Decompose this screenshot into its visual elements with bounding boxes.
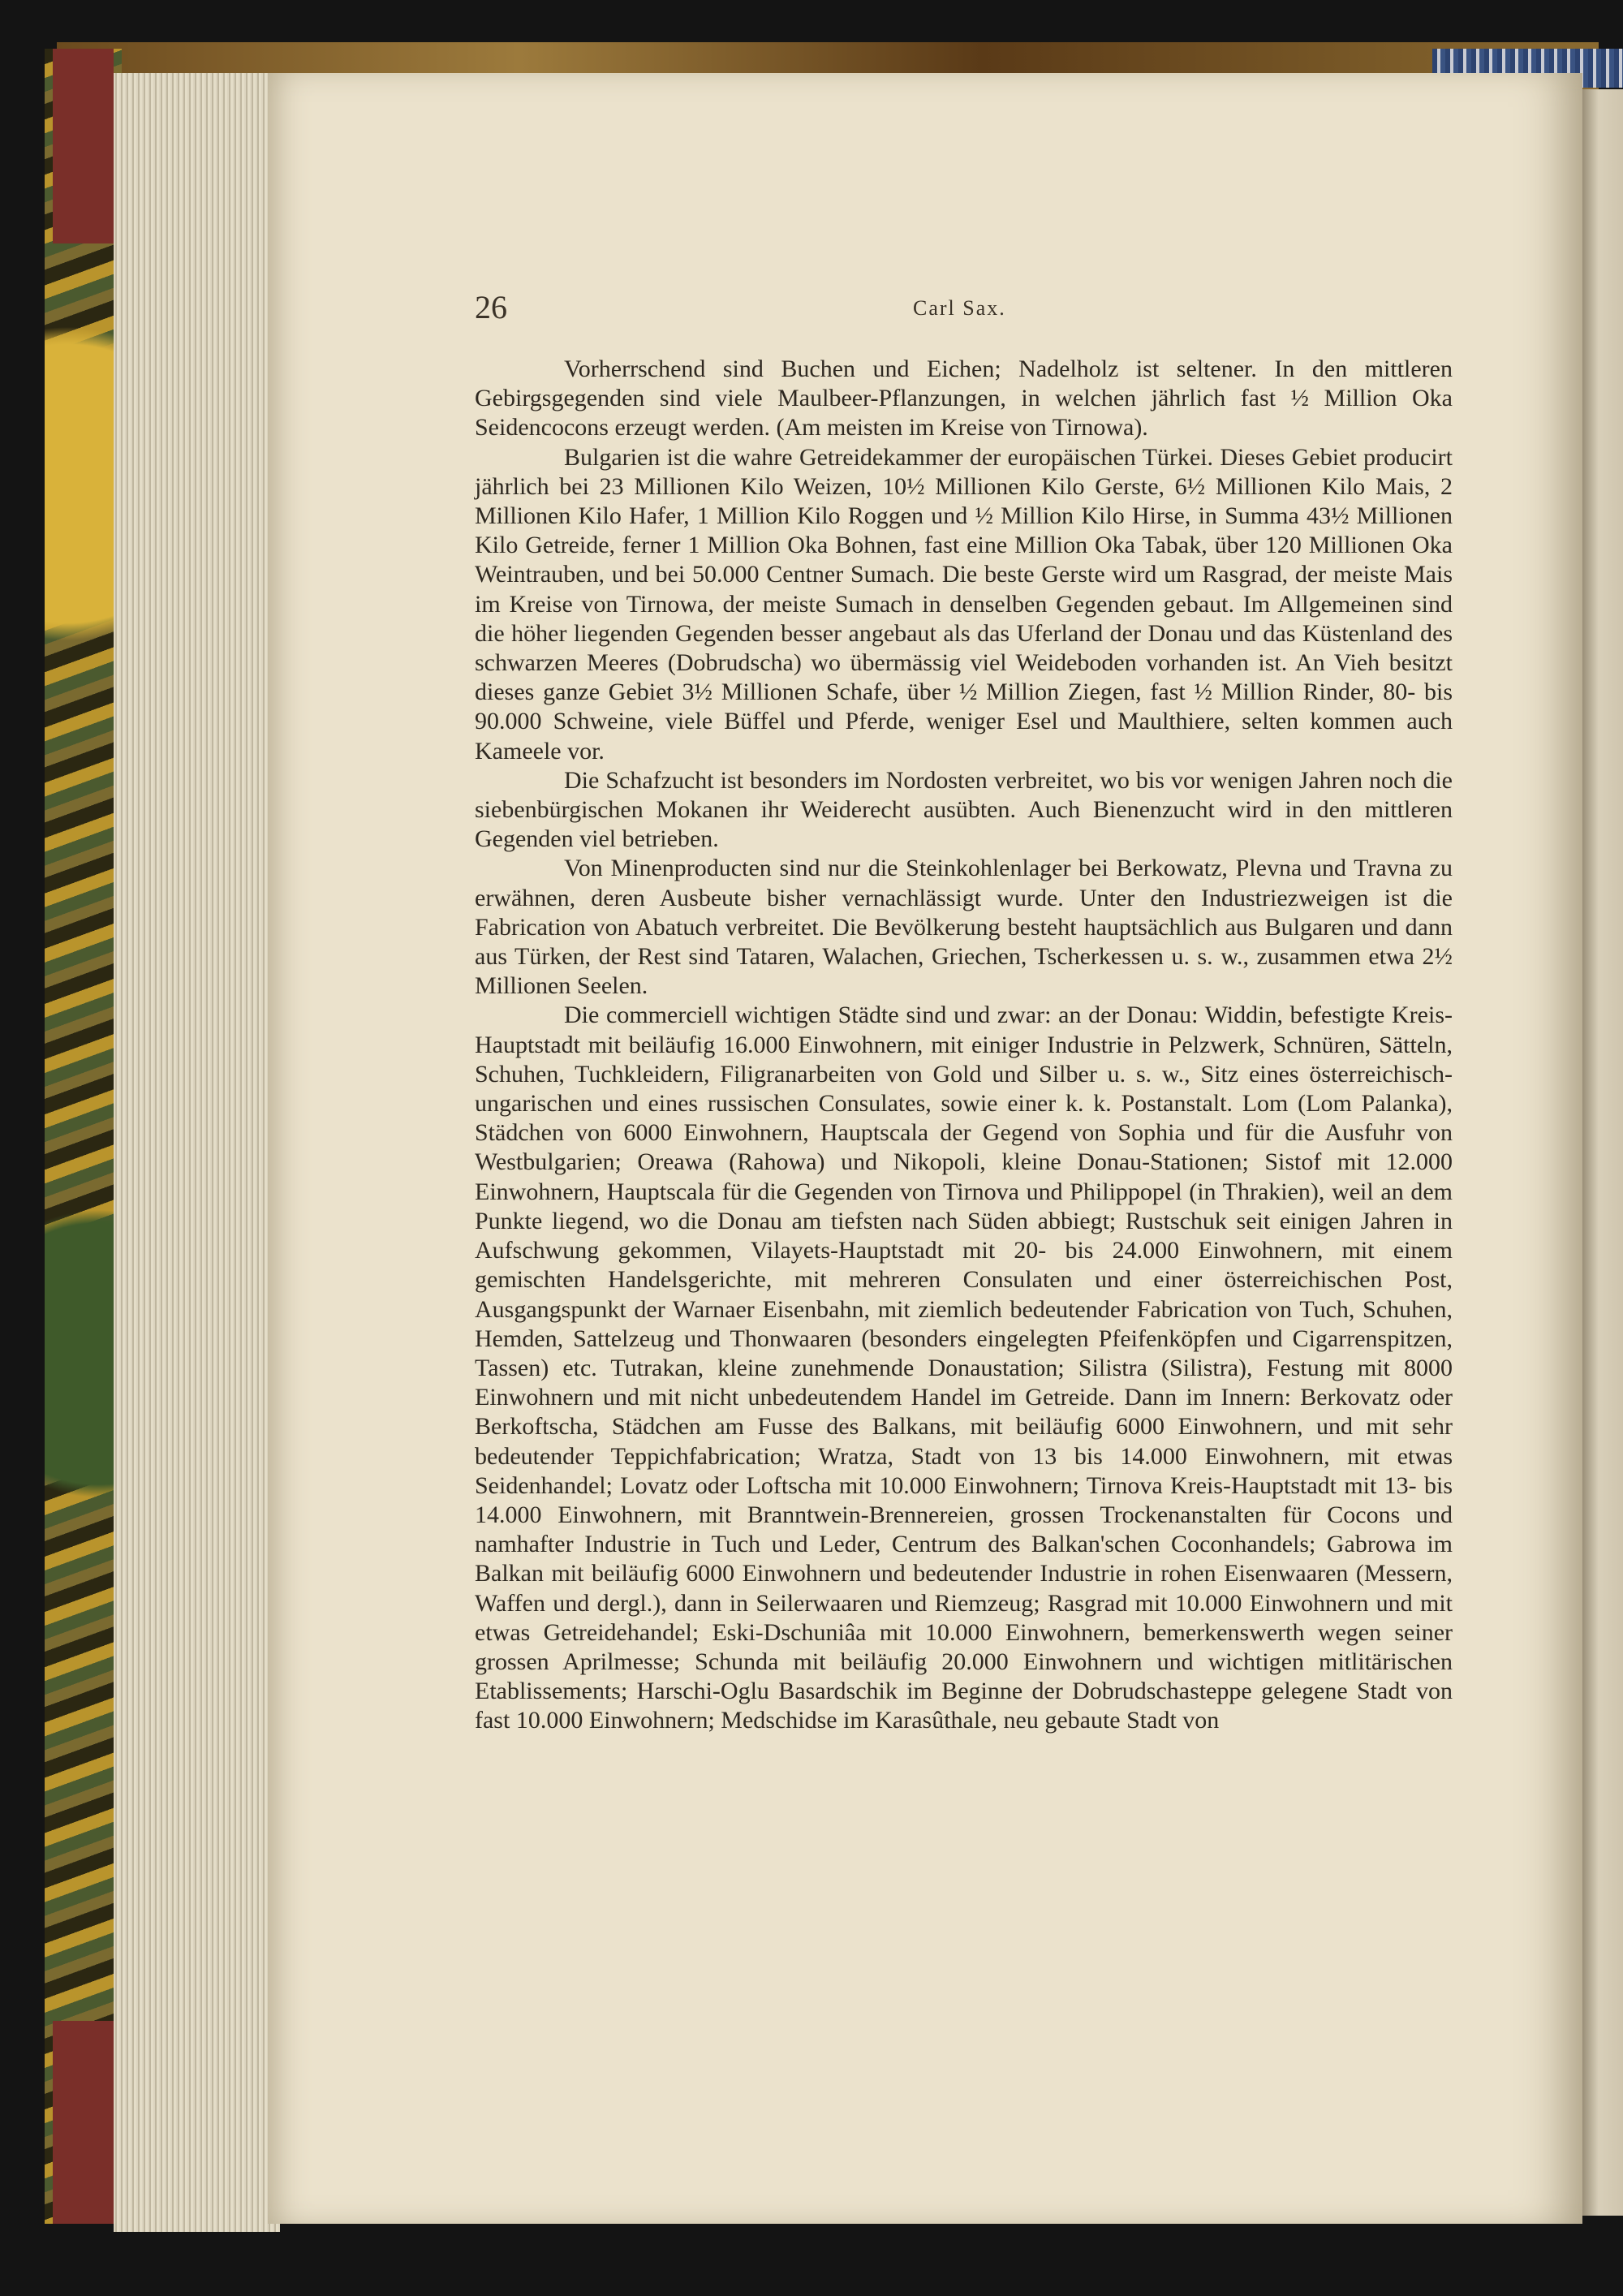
running-head: [475, 288, 1449, 337]
facing-page-edge: [1582, 89, 1623, 2216]
running-title: Carl Sax.: [913, 296, 1006, 320]
page-text: [475, 355, 1453, 1736]
marbled-cover-edge: [45, 49, 122, 2224]
page-block-edges: [114, 73, 280, 2232]
paragraph: Bulgarien ist die wahre Getreidekammer der europäischen Türkei. Dieses Gebiet producirt jährlich bei 23 Millionen Kilo Weizen, 10½ Millionen Kilo Gerste, 6½ Millionen Kilo Mais, 2 Millionen Kilo Hafer, 1 Million Kilo Roggen und ½ Million Kilo Hirse, in Summa 43½ Millionen Kilo Getreide, ferner 1 Million Oka Bohnen, fast eine Million Oka Tabak, über 120 Millionen Oka Weintrauben, und bei 50.000 Centner Sumach. Die beste Gerste wird um Rasgrad, der meiste Mais im Kreise von Tirnowa, der meiste Sumach in denselben Gegenden gebaut. Im Allgemeinen sind die höher liegenden Gegenden besser angebaut als das Uferland der Donau und das Küstenland des schwarzen Meeres (Dobrudscha) wo übermässig viel Weideboden vorhanden ist. An Vieh besitzt dieses ganze Gebiet 3½ Millionen Schafe, über ½ Million Ziegen, fast ½ Million Rinder, 80- bis 90.000 Schweine, viele Büffel und Pferde, weniger Esel und Maulthiere, selten kommen auch Kameele vor.: [475, 443, 1453, 765]
paragraph: Vorherrschend sind Buchen und Eichen; Nadelholz ist seltener. In den mittleren Gebirgsgegenden sind viele Maulbeer-Pflanzungen, in welchen jährlich fast ½ Million Oka Seidencocons erzeugt werden. (Am meisten im Kreise von Tirnowa).: [475, 355, 1453, 442]
paragraph: Die commerciell wichtigen Städte sind und zwar: an der Donau: Widdin, befestigte Kreis-Hauptstadt mit beiläufig 16.000 Einwohnern, mit einiger Industrie in Pelzwerk, Schnüren, Sätteln, Schuhen, Tuchkleidern, Filigranarbeiten von Gold und Silber u. s. w., Sitz eines österreichisch-ungarischen und eines russischen Consulates, sowie einer k. k. Postanstalt. Lom (Lom Palanka), Städchen von 6000 Einwohnern, Hauptscala der Gegend von Sophia und für die Ausfuhr von Westbulgarien; Oreawa (Rahowa) und Nikopoli, kleine Donau-Stationen; Sistof mit 12.000 Einwohnern, Hauptscala für die Gegenden von Tirnova und Philippopel (in Thrakien), weil an dem Punkte liegend, wo die Donau am tiefsten nach Süden abbiegt; Rustschuk seit einigen Jahren in Aufschwung gekommen, Vilayets-Hauptstadt mit 20- bis 24.000 Einwohnern, mit einem gemischten Handelsgerichte, mit mehreren Consulaten und einer österreichischen Post, Ausgangspunkt der Warnaer Eisenbahn, mit ziemlich bedeutender Fabrication von Tuch, Schuhen, Hemden, Sattelzeug und Thonwaaren (besonders eingelegten Pfeifenköpfen und Cigarrenspitzen, Tassen) etc. Tutrakan, kleine zunehmende Donaustation; Silistra (Silistra), Festung mit 8000 Einwohnern und mit nicht unbedeutendem Handel im Getreide. Dann im Innern: Berkovatz oder Berkoftscha, Städchen am Fusse des Balkans, mit beiläufig 6000 Einwohnern, und mit sehr bedeutender Teppichfabrication; Wratza, Stadt von 13 bis 14.000 Einwohnern, mit etwas Seidenhandel; Lovatz oder Loftscha mit 10.000 Einwohnern; Tirnova Kreis-Hauptstadt mit 13- bis 14.000 Einwohnern, mit Branntwein-Brennereien, grossen Trockenanstalten für Cocons und namhafter Industrie in Tuch und Leder, Centrum des Balkan'schen Coconhandels; Gabrowa im Balkan mit beiläufig 6000 Einwohnern und bedeutender Industrie in rohen Eisenwaaren (Messern, Waffen und dergl.), dann in Seilerwaaren und Riemzeug; Rasgrad mit 10.000 Einwohnern und mit etwas Getreidehandel; Eski-Dschuniâa mit 10.000 Einwohnern, bemerkenswerth wegen seiner grossen Aprilmesse; Schunda mit beiläufig 20.000 Einwohnern und wichtigen mitlitärischen Etablissements; Harschi-Oglu Basardschik im Beginne der Dobrudschasteppe gelegene Stadt von fast 10.000 Einwohnern; Medschidse im Karasûthale, neu gebaute Stadt von: [475, 1002, 1453, 1734]
leather-corner-top: [53, 49, 114, 243]
paragraph: Von Minenproducten sind nur die Steinkohlenlager bei Berkowatz, Plevna und Travna zu erwähnen, deren Ausbeute bisher vernachlässigt wurde. Unter den Industriezweigen ist die Fabrication von Abatuch verbreitet. Die Bevölkerung besteht hauptsächlich aus Bulgaren und dann aus Türken, der Rest sind Tataren, Walachen, Griechen, Tscherkessen u. s. w., zusammen etwa 2½ Millionen Seelen.: [475, 855, 1453, 1000]
paragraph: Die Schafzucht ist besonders im Nordosten verbreitet, wo bis vor wenigen Jahren noch die siebenbürgischen Mokanen ihr Weiderecht ausübten. Auch Bienenzucht wird in den mittleren Gegenden viel betrieben.: [475, 766, 1453, 853]
leather-corner-bottom: [53, 2021, 114, 2224]
page-number: 26: [475, 289, 507, 325]
